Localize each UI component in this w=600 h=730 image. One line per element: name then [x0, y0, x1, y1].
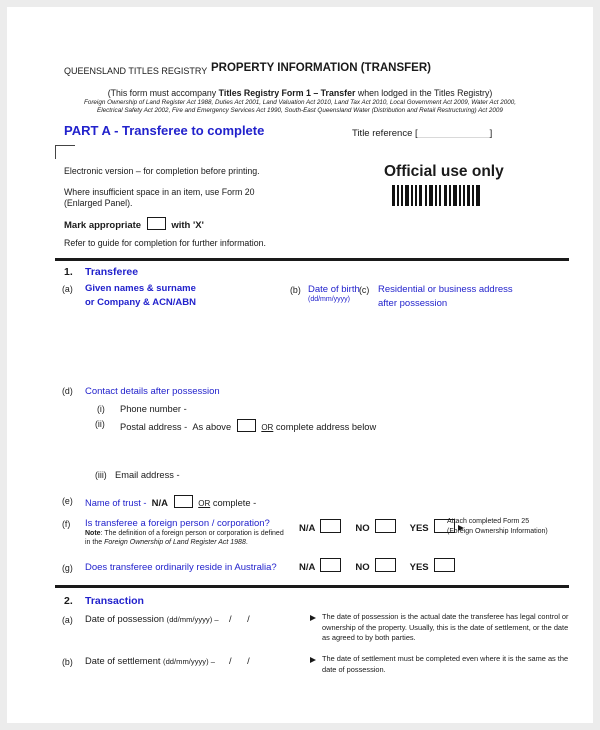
possession-note-arrow-icon — [310, 615, 316, 621]
name-of-trust-label: Name of trust - — [85, 498, 147, 508]
space-note-line2: (Enlarged Panel). — [64, 198, 133, 208]
residential-address-field[interactable] — [378, 312, 563, 377]
email-address-label: Email address - — [115, 470, 180, 480]
sample-checkbox — [147, 217, 166, 230]
phone-number-field[interactable] — [192, 402, 312, 414]
trust-complete-label: complete - — [212, 498, 257, 508]
phone-number-label: Phone number - — [120, 404, 187, 414]
reside-no-checkbox[interactable] — [375, 558, 396, 572]
contact-details-label: Contact details after possession — [85, 386, 220, 397]
date-of-settlement-format: (dd/mm/yyyy) – — [163, 657, 215, 666]
date-of-birth-field[interactable] — [302, 307, 357, 372]
refer-to-guide-note: Refer to guide for completion for further information. — [64, 238, 266, 248]
item-a-label: (a) — [62, 284, 73, 294]
possession-note: The date of possession is the actual date the transferee has legal control or ownership of the property. Usually, this is the date of settlement, or the date as agreed to by both parties. — [322, 612, 569, 642]
or-label-postal: OR — [261, 423, 274, 432]
note-line2-end: . — [245, 539, 248, 546]
name-of-trust-field[interactable] — [247, 493, 447, 505]
title-reference-row — [352, 127, 492, 139]
reside-na-checkbox[interactable] — [320, 558, 341, 572]
date-of-settlement-row — [85, 656, 215, 666]
residential-address-label-line2: after possession — [378, 298, 448, 309]
attach-form25-line2: (Foreign Ownership Information) — [447, 528, 548, 535]
as-above-label: As above — [192, 422, 232, 432]
as-above-checkbox[interactable] — [237, 419, 256, 432]
reside-yes-label: YES — [409, 562, 429, 573]
foreign-person-options — [299, 519, 464, 534]
given-names-label-line2: or Company & ACN/ABN — [85, 297, 197, 308]
part-a-heading: PART A - Transferee to complete — [64, 123, 265, 138]
reside-no-label: NO — [355, 562, 370, 573]
form-subtitle — [7, 88, 593, 98]
trust-na-checkbox[interactable] — [174, 495, 193, 508]
given-names-label-line1: Given names & surname — [85, 283, 196, 294]
title-reference-bracket: ] — [489, 128, 493, 139]
trust-na-label: N/A — [151, 498, 169, 509]
section2-title: Transaction — [85, 595, 144, 607]
postal-address-field[interactable] — [120, 435, 420, 465]
item-2b-label: (b) — [62, 657, 73, 667]
item-2a-label: (a) — [62, 615, 73, 625]
section2-number: 2. — [64, 595, 73, 607]
subtitle-suffix: when lodged in the Titles Registry) — [355, 88, 493, 98]
postal-address-label: Postal address - — [120, 422, 188, 432]
item-i-label: (i) — [97, 404, 105, 414]
registry-name: QUEENSLAND TITLES REGISTRY — [64, 66, 208, 76]
acts-line-2: Electrical Safety Act 2002, Fire and Emergency Services Act 1990, South-East Queensland Water (Distribution and Retail Restructuring) Act 2009 — [97, 107, 503, 114]
reside-australia-question: Does transferee ordinarily reside in Australia? — [85, 562, 277, 573]
official-use-only-label: Official use only — [384, 163, 504, 180]
email-address-field[interactable] — [187, 468, 387, 480]
name-of-trust-row — [85, 495, 256, 509]
note-act-name: Foreign Ownership of Land Register Act 1988 — [104, 539, 246, 546]
or-label-trust: OR — [198, 499, 211, 508]
mark-appropriate-row — [64, 217, 204, 231]
foreign-person-question: Is transferee a foreign person / corporation? — [85, 518, 270, 529]
item-g-label: (g) — [62, 563, 73, 573]
reside-australia-options — [299, 558, 469, 573]
item-c-label: (c) — [359, 285, 370, 295]
reside-na-label: N/A — [299, 562, 316, 573]
section1-title: Transferee — [85, 266, 139, 278]
settlement-note: The date of settlement must be completed even where it is the same as the date of possession. — [322, 654, 569, 674]
reside-yes-checkbox[interactable] — [434, 558, 455, 572]
electronic-version-note: Electronic version – for completion before printing. — [64, 166, 260, 176]
space-note-line1: Where insufficient space in an item, use Form 20 — [64, 187, 255, 197]
foreign-no-checkbox[interactable] — [375, 519, 396, 533]
postal-address-row — [120, 419, 376, 432]
date-of-possession-format: (dd/mm/yyyy) – — [166, 615, 219, 624]
foreign-no-label: NO — [355, 523, 370, 534]
title-reference-label: Title reference [ — [352, 128, 418, 139]
date-of-birth-format: (dd/mm/yyyy) — [308, 296, 350, 303]
form-title: PROPERTY INFORMATION (TRANSFER) — [211, 62, 431, 74]
item-f-label: (f) — [62, 519, 71, 529]
corner-crop-mark — [55, 145, 75, 159]
item-iii-label: (iii) — [95, 470, 107, 480]
date-of-settlement-label: Date of settlement — [85, 656, 161, 666]
section1-number: 1. — [64, 266, 73, 278]
foreign-na-checkbox[interactable] — [320, 519, 341, 533]
barcode — [392, 185, 482, 206]
residential-address-label-line1: Residential or business address — [378, 284, 513, 295]
item-e-label: (e) — [62, 496, 73, 506]
title-reference-input[interactable] — [418, 127, 490, 138]
note-rest: : The definition of a foreign person or corporation is defined — [100, 530, 284, 537]
date-of-settlement-field[interactable]: / / — [229, 656, 250, 666]
item-ii-label: (ii) — [95, 419, 105, 429]
item-d-label: (d) — [62, 386, 73, 396]
section-divider-1 — [55, 258, 569, 261]
subtitle-form-name: Titles Registry Form 1 – Transfer — [218, 88, 356, 98]
note-line2-pre: in the — [85, 539, 105, 546]
complete-address-below-label: complete address below — [275, 422, 377, 432]
item-b-label: (b) — [290, 285, 301, 295]
date-of-possession-field[interactable]: / / — [229, 614, 250, 624]
foreign-person-note-line2 — [85, 539, 248, 546]
note-bold: Note — [85, 530, 101, 537]
mark-appropriate-label: Mark appropriate — [64, 220, 142, 231]
attach-form25-line1: Attach completed Form 25 — [447, 518, 530, 525]
subtitle-prefix: (This form must accompany — [107, 88, 219, 98]
mark-with-x-label: with 'X' — [171, 220, 204, 231]
transferee-names-field[interactable] — [85, 312, 275, 377]
foreign-na-label: N/A — [299, 523, 316, 534]
foreign-person-note-line1 — [85, 530, 284, 537]
foreign-yes-label: YES — [409, 523, 429, 534]
date-of-birth-label: Date of birth — [308, 284, 360, 295]
section-divider-2 — [55, 585, 569, 588]
settlement-note-arrow-icon — [310, 657, 316, 663]
acts-line-1: Foreign Ownership of Land Register Act 1988, Duties Act 2001, Land Valuation Act 2010, Land Tax Act 2010, Local Government Act 2009, Water Act 2000, — [83, 99, 517, 106]
date-of-possession-row — [85, 614, 219, 624]
date-of-possession-label: Date of possession — [85, 614, 165, 624]
